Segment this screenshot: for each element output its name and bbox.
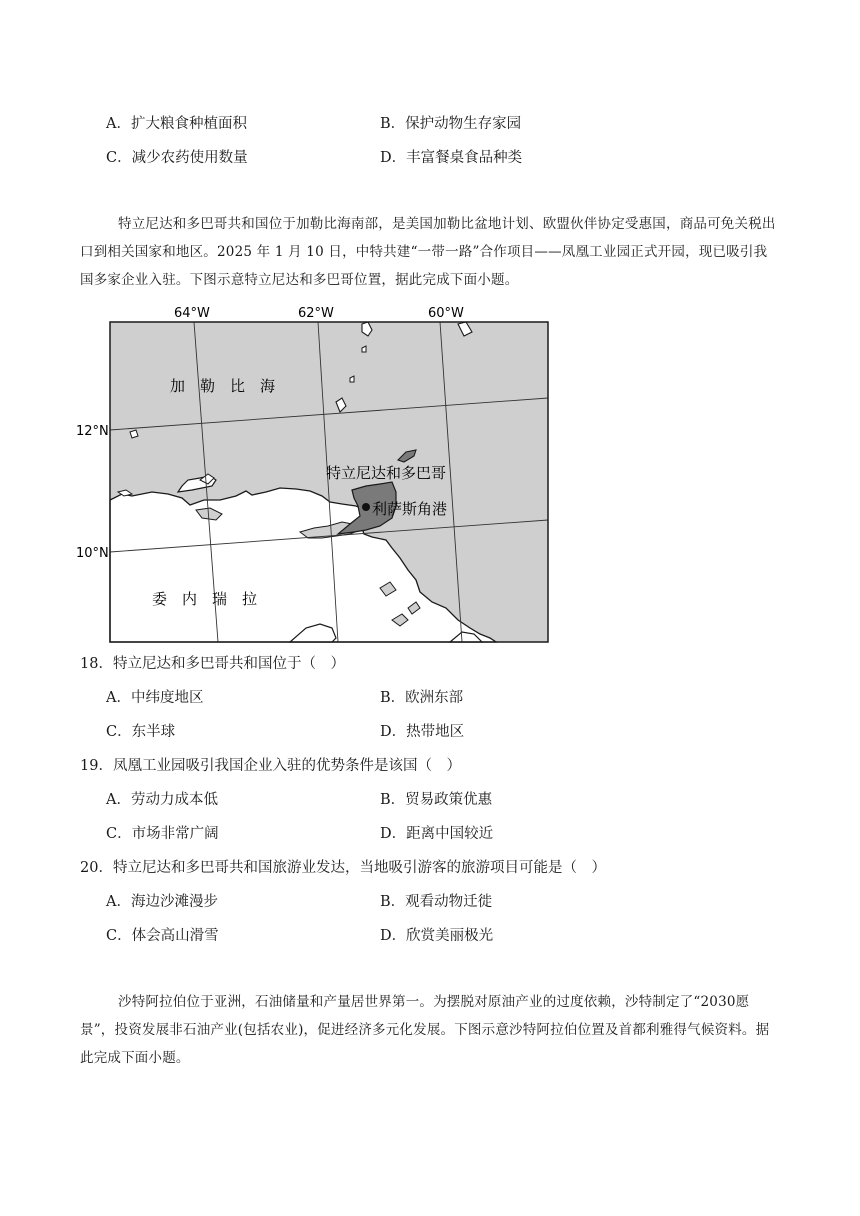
q19-option-d: D．距离中国较近 (380, 826, 494, 842)
passage-saudi-arabia: 沙特阿拉伯位于亚洲，石油储量和产量居世界第一。为摆脱对原油产业的过度依赖，沙特制定了“2030愿景”，投资发展非石油产业(包括农业)，促进经济多元化发展。下图示意沙特阿拉伯位置及首都利雅得气候资料。据此完成下面小题。 (80, 994, 770, 1066)
lat-label-10n: 10°N (76, 546, 109, 561)
lon-label-62w: 62°W (298, 306, 334, 321)
q20-option-b: B．观看动物迁徙 (380, 894, 493, 910)
q18-option-d: D．热带地区 (380, 724, 465, 740)
q20-option-a: A．海边沙滩漫步 (106, 894, 218, 910)
q18-option-b: B．欧洲东部 (380, 690, 464, 706)
venezuela-label: 委 内 瑞 拉 (152, 590, 258, 608)
island (130, 430, 138, 438)
q18-option-a: A．中纬度地区 (106, 690, 204, 706)
q20-option-d: D．欣赏美丽极光 (380, 928, 494, 944)
option-b: B．保护动物生存家园 (380, 116, 522, 132)
question-19-stem: 19．凤凰工业园吸引我国企业入驻的优势条件是该国（ ） (80, 758, 461, 774)
lon-label-64w: 64°W (174, 306, 210, 321)
country-label: 特立尼达和多巴哥 (326, 464, 447, 482)
option-d: D．丰富餐桌食品种类 (380, 150, 523, 166)
option-c: C．减少农药使用数量 (106, 150, 248, 166)
q19-option-a: A．劳动力成本低 (106, 792, 218, 808)
q19-option-b: B．贸易政策优惠 (380, 792, 493, 808)
port-label: 利萨斯角港 (372, 500, 448, 518)
caribbean-sea-label: 加 勒 比 海 (170, 377, 276, 395)
question-18-stem: 18．特立尼达和多巴哥共和国位于（ ） (80, 656, 345, 672)
map-figure (70, 302, 560, 647)
q19-option-c: C．市场非常广阔 (106, 826, 219, 842)
q18-option-c: C．东半球 (106, 724, 176, 740)
lon-label-60w: 60°W (428, 306, 464, 321)
lat-label-12n: 12°N (76, 424, 109, 439)
question-20-stem: 20．特立尼达和多巴哥共和国旅游业发达，当地吸引游客的旅游项目可能是（ ） (80, 860, 606, 876)
option-a: A．扩大粮食种植面积 (106, 116, 247, 132)
q20-option-c: C．体会高山滑雪 (106, 928, 219, 944)
passage-trinidad: 特立尼达和多巴哥共和国位于加勒比海南部，是美国加勒比盆地计划、欧盟伙伴协定受惠国，商品可免关税出口到相关国家和地区。2025 年 1 月 10 日，中特共建“一带一路”合作项目——凤凰工业园正式开园，现已吸引我国多家企业入驻。下图示意特立尼达和多巴哥位置，据此完成下面小题。 (80, 216, 776, 288)
trinidad-location-map (70, 302, 560, 647)
port-marker (362, 503, 370, 511)
